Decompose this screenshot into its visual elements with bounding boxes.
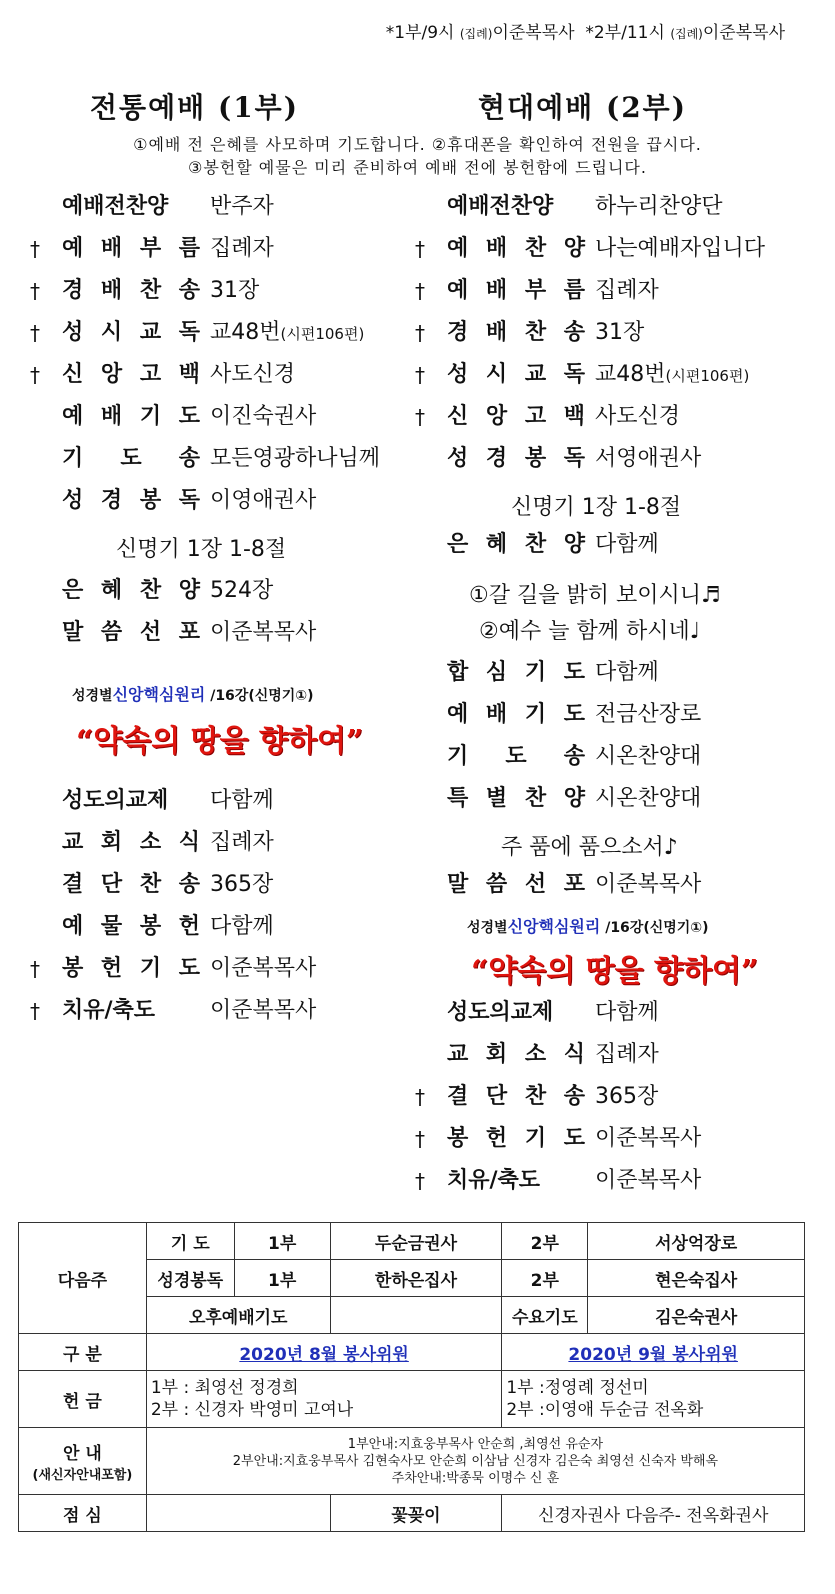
order-label: 기 도 송 xyxy=(447,744,585,769)
order-value: 이준복목사 xyxy=(595,872,702,897)
guide-line: 2부안내:지효웅부목사 김현숙사모 안순희 이삼남 신경자 김은숙 최영선 신숙자 박해옥 xyxy=(232,1453,719,1469)
order-value: 집례자 xyxy=(210,830,274,855)
prayer-part1: 두순금권사 xyxy=(330,1223,502,1260)
order-label: 치유/축도 xyxy=(62,998,156,1023)
order-value: 집례자 xyxy=(210,236,274,261)
order-label: 예 배 기 도 xyxy=(62,404,200,429)
reading-part2: 현은숙집사 xyxy=(588,1260,805,1297)
order-value: 집례자 xyxy=(595,1042,659,1067)
order-label: 신 앙 고 백 xyxy=(447,404,585,429)
afternoon-prayer-label: 오후예배기도 xyxy=(146,1297,330,1334)
guide-label: 안 내 xyxy=(63,1444,102,1464)
order-value: 반주자 xyxy=(210,194,274,219)
reading-label: 성경봉독 xyxy=(146,1260,234,1297)
order-value: 이진숙권사 xyxy=(210,404,317,429)
cross-icon: † xyxy=(30,957,40,981)
right-scripture: 신명기 1장 1-8절 xyxy=(511,495,682,520)
order-value: 이영애권사 xyxy=(210,488,317,513)
cross-icon: † xyxy=(415,1127,425,1151)
order-label: 예 배 찬 양 xyxy=(447,236,585,261)
aug-committee-link[interactable]: 2020년 8월 봉사위원 xyxy=(239,1344,409,1365)
order-label: 말 씀 선 포 xyxy=(447,872,585,897)
order-label: 은 혜 찬 양 xyxy=(62,578,200,603)
guide-line: 1부안내:지효웅부목사 안순희 ,최영선 유순자 xyxy=(347,1436,604,1452)
right-sermon-title: “약속의 땅을 향하여” xyxy=(471,954,759,989)
left-worship-order xyxy=(30,188,420,1208)
cross-icon: † xyxy=(415,279,425,303)
cross-icon: † xyxy=(415,363,425,387)
order-label: 예배전찬양 xyxy=(62,194,169,219)
aug-offering-line: 2부 : 신경자 박영미 고여나 xyxy=(150,1400,354,1420)
wednesday-prayer-label: 수요기도 xyxy=(502,1297,588,1334)
prayer-label: 기 도 xyxy=(146,1223,234,1260)
order-label: 말 씀 선 포 xyxy=(62,620,200,645)
order-value: 이준복목사 xyxy=(595,1168,702,1193)
table-row xyxy=(19,1428,805,1495)
title-traditional-service: 전통예배 (1부) xyxy=(90,91,299,124)
flower-label: 꽃꽂이 xyxy=(330,1495,502,1532)
guide-sub-label: (새신자안내포함) xyxy=(32,1468,133,1483)
service2-pastor: 이준복목사 xyxy=(702,23,785,43)
order-label: 경 배 찬 송 xyxy=(447,320,585,345)
service2-tag: (집례) xyxy=(670,27,703,41)
notice-line-1: ①예배 전 은혜를 사모하며 기도합니다. ②휴대폰을 확인하여 전원을 끕시다. xyxy=(133,135,702,154)
prayer-part2: 서상억장로 xyxy=(588,1223,805,1260)
order-label: 결 단 찬 송 xyxy=(447,1084,585,1109)
wednesday-prayer-value: 김은숙권사 xyxy=(588,1297,805,1334)
order-value: 이준복목사 xyxy=(595,1126,702,1151)
order-value: 다함께 xyxy=(210,914,274,939)
order-label: 신 앙 고 백 xyxy=(62,362,200,387)
table-row xyxy=(19,1223,805,1260)
order-value: 하누리찬양단 xyxy=(595,194,723,219)
guide-line: 주차안내:박종묵 이명수 신 훈 xyxy=(391,1470,560,1486)
order-label: 예배전찬양 xyxy=(447,194,554,219)
order-label: 성 경 봉 독 xyxy=(62,488,200,513)
category-label: 구 분 xyxy=(19,1334,147,1371)
part1-label: 1부 xyxy=(234,1260,330,1297)
order-value: 다함께 xyxy=(595,660,659,685)
order-label: 성 경 봉 독 xyxy=(447,446,585,471)
right-sermon-series: 성경별신앙핵심원리 /16강(신명기①) xyxy=(467,917,709,936)
order-label: 기 도 송 xyxy=(62,446,200,471)
aug-committee-header xyxy=(146,1334,502,1371)
order-value: 이준복목사 xyxy=(210,956,317,981)
order-value: 다함께 xyxy=(595,532,659,557)
info-table xyxy=(18,1222,805,1532)
cross-icon: † xyxy=(30,321,40,345)
cross-icon: † xyxy=(30,279,40,303)
order-label: 결 단 찬 송 xyxy=(62,872,200,897)
service1-time: *1부/9시 xyxy=(385,23,455,43)
order-value: 365장 xyxy=(595,1084,659,1109)
sep-offering xyxy=(502,1371,805,1428)
service1-tag: (집례) xyxy=(459,27,493,41)
order-value: 다함께 xyxy=(210,788,274,813)
order-label: 특 별 찬 양 xyxy=(447,786,585,811)
order-value: 서영애권사 xyxy=(595,446,702,471)
sep-committee-link[interactable]: 2020년 9월 봉사위원 xyxy=(568,1344,738,1365)
sep-offering-line: 1부 :정영례 정선미 xyxy=(506,1378,649,1398)
order-value: 사도신경 xyxy=(595,404,681,429)
service1-pastor: 이준복목사 xyxy=(492,23,575,43)
guide-details xyxy=(146,1428,804,1495)
order-value: 365장 xyxy=(210,872,274,897)
cross-icon: † xyxy=(30,999,40,1023)
order-value: 31장 xyxy=(210,278,260,303)
order-label: 성도의교제 xyxy=(447,1000,554,1025)
order-label: 성 시 교 독 xyxy=(447,362,585,387)
service2-time: *2부/11시 xyxy=(585,23,665,43)
order-label: 예 배 부 름 xyxy=(62,236,200,261)
order-value: 시온찬양대 xyxy=(595,786,702,811)
order-value: 교48번(시편106편) xyxy=(210,320,365,345)
order-value: 사도신경 xyxy=(210,362,296,387)
order-label: 예 물 봉 헌 xyxy=(62,914,200,939)
notice-line-2: ③봉헌할 예물은 미리 준비하여 예배 전에 봉헌함에 드립니다. xyxy=(188,158,647,177)
table-row xyxy=(19,1371,805,1428)
sep-offering-line: 2부 :이영애 두순금 전옥화 xyxy=(506,1400,704,1420)
service-times-note xyxy=(386,18,785,43)
guide-label-cell xyxy=(19,1428,147,1495)
aug-offering-line: 1부 : 최영선 정경희 xyxy=(150,1378,299,1398)
order-value: 전금산장로 xyxy=(595,702,702,727)
order-value: 시온찬양대 xyxy=(595,744,702,769)
cross-icon: † xyxy=(415,1085,425,1109)
next-week-label: 다음주 xyxy=(19,1223,147,1334)
right-song-line-1: ①갈 길을 밝히 보이시니♬ xyxy=(469,583,721,608)
order-label: 교 회 소 식 xyxy=(447,1042,585,1067)
order-value: 이준복목사 xyxy=(210,620,317,645)
part2-label: 2부 xyxy=(502,1223,588,1260)
afternoon-prayer-value xyxy=(330,1297,502,1334)
cross-icon: † xyxy=(415,321,425,345)
cross-icon: † xyxy=(415,237,425,261)
order-value: 집례자 xyxy=(595,278,659,303)
order-label: 성 시 교 독 xyxy=(62,320,200,345)
order-value: 다함께 xyxy=(595,1000,659,1025)
order-label: 성도의교제 xyxy=(62,788,169,813)
left-scripture: 신명기 1장 1-8절 xyxy=(116,537,287,562)
order-label: 합 심 기 도 xyxy=(447,660,585,685)
sep-committee-header xyxy=(502,1334,805,1371)
right-worship-order xyxy=(415,188,825,1208)
cross-icon: † xyxy=(415,405,425,429)
right-song-line-2: ②예수 늘 함께 하시네♩ xyxy=(479,619,701,644)
order-label: 예 배 기 도 xyxy=(447,702,585,727)
table-row xyxy=(19,1334,805,1371)
reading-part1: 한하은집사 xyxy=(330,1260,502,1297)
lunch-value xyxy=(146,1495,330,1532)
table-row xyxy=(19,1495,805,1532)
flower-value: 신경자권사 다음주- 전옥화권사 xyxy=(502,1495,805,1532)
part1-label: 1부 xyxy=(234,1223,330,1260)
right-special-song: 주 품에 품으소서♪ xyxy=(501,835,678,860)
title-modern-service: 현대예배 (2부) xyxy=(478,91,687,124)
lunch-label: 점 심 xyxy=(19,1495,147,1532)
cross-icon: † xyxy=(30,363,40,387)
order-label: 봉 헌 기 도 xyxy=(447,1126,585,1151)
order-value: 524장 xyxy=(210,578,274,603)
order-label: 예 배 부 름 xyxy=(447,278,585,303)
order-value: 모든영광하나님께 xyxy=(210,446,381,471)
left-sermon-title: “약속의 땅을 향하여” xyxy=(76,724,364,759)
left-sermon-series: 성경별신앙핵심원리 /16강(신명기①) xyxy=(72,685,314,704)
cross-icon: † xyxy=(30,237,40,261)
order-value: 이준복목사 xyxy=(210,998,317,1023)
order-label: 봉 헌 기 도 xyxy=(62,956,200,981)
part2-label: 2부 xyxy=(502,1260,588,1297)
order-value: 나는예배자입니다 xyxy=(595,236,766,261)
order-label: 교 회 소 식 xyxy=(62,830,200,855)
order-label: 치유/축도 xyxy=(447,1168,541,1193)
order-value: 교48번(시편106편) xyxy=(595,362,750,387)
aug-offering xyxy=(146,1371,502,1428)
order-label: 경 배 찬 송 xyxy=(62,278,200,303)
order-value: 31장 xyxy=(595,320,645,345)
order-label: 은 혜 찬 양 xyxy=(447,532,585,557)
cross-icon: † xyxy=(415,1169,425,1193)
offering-label: 헌 금 xyxy=(19,1371,147,1428)
